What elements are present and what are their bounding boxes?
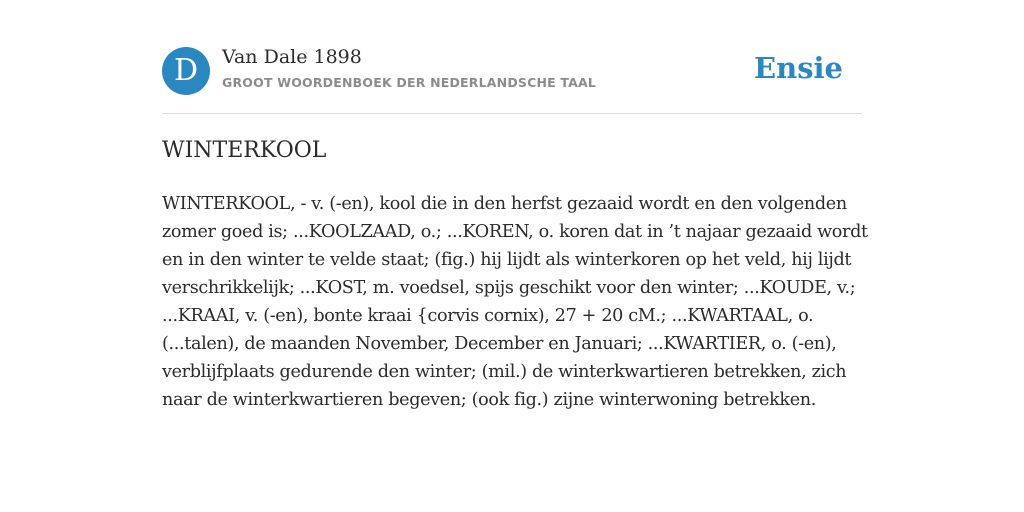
definition-line: zomer goed is; ...KOOLZAAD, o.; ...KOREN, o. koren dat in ’t najaar gezaaid wordt bbox=[162, 222, 868, 242]
divider bbox=[162, 113, 862, 114]
entry-definition bbox=[162, 190, 868, 414]
source-logo[interactable]: D bbox=[162, 47, 210, 95]
entry-headword: WINTERKOOL bbox=[162, 138, 327, 163]
definition-line: verschrikkelijk; ...KOST, m. voedsel, spijs geschikt voor den winter; ...KOUDE, v.; bbox=[162, 278, 856, 298]
definition-line: (...talen), de maanden November, December en Januari; ...KWARTIER, o. (-en), bbox=[162, 334, 837, 354]
brand-logo[interactable]: Ensie bbox=[754, 51, 843, 85]
definition-line: WINTERKOOL, - v. (-en), kool die in den herfst gezaaid wordt en den volgenden bbox=[162, 194, 847, 214]
header bbox=[162, 46, 862, 96]
definition-line: naar de winterkwartieren begeven; (ook fig.) zijne winterwoning betrekken. bbox=[162, 390, 816, 410]
definition-line: verblijfplaats gedurende den winter; (mil.) de winterkwartieren betrekken, zich bbox=[162, 362, 847, 382]
definition-line: en in den winter te velde staat; (fig.) hij lijdt als winterkoren op het veld, hij lijdt bbox=[162, 250, 852, 270]
source-subtitle: GROOT WOORDENBOEK DER NEDERLANDSCHE TAAL bbox=[222, 75, 597, 90]
source-title[interactable]: Van Dale 1898 bbox=[222, 46, 362, 68]
definition-line: ...KRAAI, v. (-en), bonte kraai {corvis cornix), 27 + 20 cM.; ...KWARTAAL, o. bbox=[162, 306, 814, 326]
